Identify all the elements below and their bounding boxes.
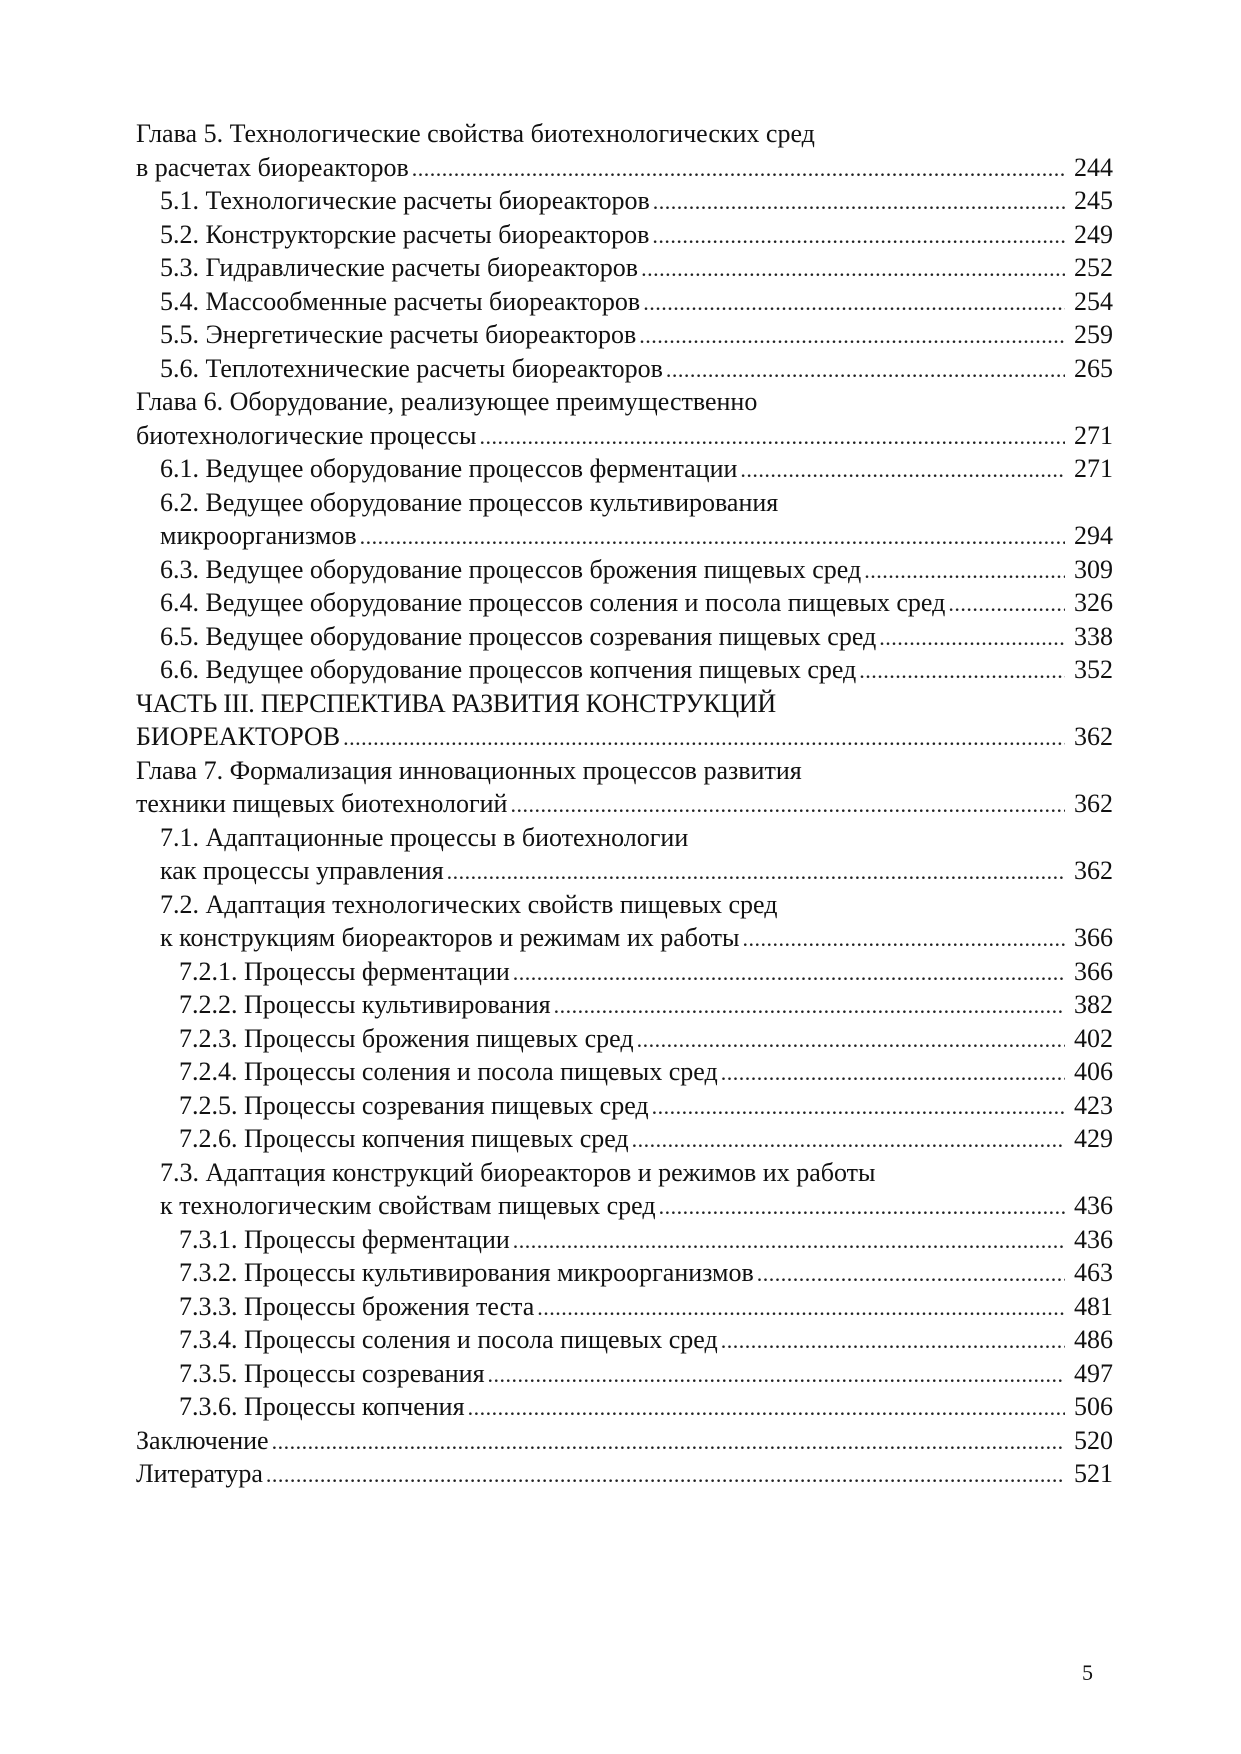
toc-chapter-heading bbox=[136, 754, 1113, 788]
toc-entry-text: 6.3. Ведущее оборудование процессов брожения пищевых сред bbox=[160, 554, 862, 584]
toc-page-number: 463 bbox=[1074, 1258, 1113, 1287]
toc-entry-text: 7.2. Адаптация технологических свойств пищевых сред bbox=[160, 889, 778, 919]
toc-page-number: 436 bbox=[1074, 1191, 1113, 1220]
toc-page-number: 254 bbox=[1074, 286, 1113, 316]
toc-entry-text: 5.4. Массообменные расчеты биореакторов bbox=[160, 286, 641, 316]
toc-entry-text: БИОРЕАКТОРОВ bbox=[136, 722, 341, 751]
toc-page-number: 352 bbox=[1074, 655, 1113, 684]
toc-entry bbox=[136, 1022, 1113, 1056]
toc-entry bbox=[136, 1223, 1113, 1257]
toc-entry-text: 7.2.4. Процессы соления и посола пищевых сред bbox=[179, 1057, 718, 1086]
dot-leader bbox=[879, 621, 1065, 655]
toc-entry bbox=[136, 955, 1113, 989]
toc-entry-text: 5.6. Теплотехнические расчеты биореакторов bbox=[160, 353, 663, 383]
toc-entry bbox=[136, 251, 1113, 285]
toc-entry bbox=[136, 653, 1113, 687]
toc-page-number: 497 bbox=[1074, 1358, 1113, 1388]
toc-entry bbox=[136, 586, 1113, 620]
dot-leader bbox=[488, 1358, 1065, 1392]
dot-leader bbox=[513, 1224, 1065, 1258]
toc-section-heading bbox=[136, 821, 1113, 855]
toc-page-number: 326 bbox=[1074, 588, 1113, 617]
toc-entry-text: 6.1. Ведущее оборудование процессов ферментации bbox=[160, 454, 738, 483]
dot-leader bbox=[659, 1190, 1065, 1224]
dot-leader bbox=[652, 1090, 1065, 1124]
toc-entry-text: 5.3. Гидравлические расчеты биореакторов bbox=[160, 253, 639, 282]
toc-entry bbox=[136, 1323, 1113, 1357]
toc-page-number: 406 bbox=[1074, 1057, 1113, 1086]
toc-entry-text: 6.4. Ведущее оборудование процессов соления и посола пищевых сред bbox=[160, 588, 946, 617]
toc-entry-text: 7.3.2. Процессы культивирования микроорганизмов bbox=[179, 1258, 754, 1287]
toc-entry-text: Заключение bbox=[136, 1425, 269, 1455]
dot-leader bbox=[632, 1123, 1065, 1157]
table-of-contents bbox=[136, 117, 1113, 1491]
toc-part-heading bbox=[136, 687, 1113, 721]
toc-entry bbox=[136, 921, 1113, 955]
dot-leader bbox=[272, 1425, 1065, 1459]
toc-entry bbox=[136, 285, 1113, 319]
toc-entry bbox=[136, 352, 1113, 386]
toc-page-number: 338 bbox=[1074, 621, 1113, 651]
toc-entry-text: микроорганизмов bbox=[160, 521, 357, 550]
toc-page-number: 265 bbox=[1074, 353, 1113, 383]
toc-page-number: 486 bbox=[1074, 1325, 1113, 1354]
toc-page-number: 294 bbox=[1074, 521, 1113, 550]
toc-entry-text: ЧАСТЬ III. ПЕРСПЕКТИВА РАЗВИТИЯ КОНСТРУКЦИЙ bbox=[136, 688, 776, 718]
dot-leader bbox=[643, 286, 1065, 320]
toc-page-number: 423 bbox=[1074, 1090, 1113, 1120]
toc-entry-text: Глава 6. Оборудование, реализующее преимущественно bbox=[136, 387, 758, 416]
dot-leader bbox=[721, 1324, 1065, 1358]
dot-leader bbox=[666, 353, 1065, 387]
toc-entry bbox=[136, 1256, 1113, 1290]
toc-entry-text: 6.2. Ведущее оборудование процессов культивирования bbox=[160, 487, 779, 517]
toc-entry-text: 5.5. Энергетические расчеты биореакторов bbox=[160, 320, 637, 349]
toc-page-number: 481 bbox=[1074, 1291, 1113, 1321]
toc-page-number: 362 bbox=[1074, 722, 1113, 751]
toc-page-number: 249 bbox=[1074, 219, 1113, 249]
dot-leader bbox=[641, 252, 1065, 286]
toc-page-number: 259 bbox=[1074, 320, 1113, 349]
toc-page-number: 429 bbox=[1074, 1124, 1113, 1153]
toc-entry bbox=[136, 1457, 1113, 1491]
toc-entry-text: к конструкциям биореакторов и режимам их работы bbox=[160, 923, 740, 952]
toc-entry bbox=[136, 1189, 1113, 1223]
toc-chapter-heading bbox=[136, 385, 1113, 419]
dot-leader bbox=[412, 152, 1065, 186]
toc-page-number: 520 bbox=[1074, 1425, 1113, 1455]
toc-entry-text: в расчетах биореакторов bbox=[136, 152, 409, 182]
toc-entry-text: 7.3.5. Процессы созревания bbox=[179, 1358, 485, 1388]
toc-page-number: 521 bbox=[1074, 1459, 1113, 1488]
dot-leader bbox=[721, 1056, 1065, 1090]
toc-section-heading bbox=[136, 486, 1113, 520]
dot-leader bbox=[447, 855, 1065, 889]
toc-entry bbox=[136, 1089, 1113, 1123]
toc-entry bbox=[136, 519, 1113, 553]
toc-section-heading bbox=[136, 1156, 1113, 1190]
toc-entry-text: к технологическим свойствам пищевых сред bbox=[160, 1191, 656, 1220]
dot-leader bbox=[639, 319, 1065, 353]
toc-entry-text: Глава 7. Формализация инновационных процессов развития bbox=[136, 755, 802, 785]
toc-entry bbox=[136, 1290, 1113, 1324]
dot-leader bbox=[637, 1023, 1065, 1057]
page-number: 5 bbox=[1082, 1660, 1093, 1685]
toc-entry-text: 7.3. Адаптация конструкций биореакторов и режимов их работы bbox=[160, 1157, 876, 1187]
toc-entry-text: 5.1. Технологические расчеты биореакторов bbox=[160, 186, 650, 215]
toc-entry bbox=[136, 988, 1113, 1022]
toc-entry-text: техники пищевых биотехнологий bbox=[136, 789, 508, 818]
toc-entry-text: 7.1. Адаптационные процессы в биотехнологии bbox=[160, 822, 689, 852]
toc-entry-text: 7.2.6. Процессы копчения пищевых сред bbox=[179, 1124, 629, 1153]
toc-page-number: 506 bbox=[1074, 1392, 1113, 1421]
toc-entry-text: 7.2.2. Процессы культивирования bbox=[179, 990, 551, 1019]
dot-leader bbox=[740, 453, 1065, 487]
toc-entry bbox=[136, 1390, 1113, 1424]
toc-entry bbox=[136, 1055, 1113, 1089]
toc-entry bbox=[136, 854, 1113, 888]
toc-entry-text: 7.2.5. Процессы созревания пищевых сред bbox=[179, 1090, 649, 1120]
toc-entry bbox=[136, 787, 1113, 821]
toc-entry-text: Глава 5. Технологические свойства биотехнологических сред bbox=[136, 119, 815, 148]
dot-leader bbox=[266, 1458, 1065, 1492]
toc-page-number: 382 bbox=[1074, 990, 1113, 1019]
toc-entry-text: 7.3.6. Процессы копчения bbox=[179, 1392, 465, 1421]
toc-entry-text: 7.3.1. Процессы ферментации bbox=[179, 1224, 510, 1254]
toc-entry-text: биотехнологические процессы bbox=[136, 420, 477, 450]
dot-leader bbox=[948, 587, 1065, 621]
toc-entry bbox=[136, 620, 1113, 654]
toc-page-number: 271 bbox=[1074, 420, 1113, 450]
toc-entry bbox=[136, 184, 1113, 218]
toc-entry bbox=[136, 452, 1113, 486]
toc-entry-text: как процессы управления bbox=[160, 856, 444, 885]
dot-leader bbox=[859, 654, 1065, 688]
toc-entry-text: 7.2.3. Процессы брожения пищевых сред bbox=[179, 1023, 634, 1053]
toc-entry bbox=[136, 318, 1113, 352]
dot-leader bbox=[653, 185, 1065, 219]
toc-entry bbox=[136, 553, 1113, 587]
toc-entry-text: 6.6. Ведущее оборудование процессов копчения пищевых сред bbox=[160, 655, 857, 684]
dot-leader bbox=[652, 219, 1065, 253]
toc-entry-text: 7.2.1. Процессы ферментации bbox=[179, 956, 510, 986]
dot-leader bbox=[343, 721, 1065, 755]
dot-leader bbox=[864, 554, 1065, 588]
dot-leader bbox=[743, 922, 1065, 956]
toc-chapter-heading bbox=[136, 117, 1113, 151]
toc-entry bbox=[136, 151, 1113, 185]
toc-page-number: 362 bbox=[1074, 789, 1113, 818]
dot-leader bbox=[510, 788, 1065, 822]
toc-page-number: 362 bbox=[1074, 856, 1113, 885]
toc-page-number: 244 bbox=[1074, 152, 1113, 182]
toc-page-number: 271 bbox=[1074, 454, 1113, 483]
toc-entry-text: 7.3.3. Процессы брожения теста bbox=[179, 1291, 535, 1321]
toc-entry-text: 7.3.4. Процессы соления и посола пищевых сред bbox=[179, 1325, 718, 1354]
toc-entry bbox=[136, 720, 1113, 754]
dot-leader bbox=[513, 956, 1065, 990]
dot-leader bbox=[468, 1391, 1065, 1425]
toc-page-number: 366 bbox=[1074, 923, 1113, 952]
toc-entry bbox=[136, 419, 1113, 453]
dot-leader bbox=[360, 520, 1065, 554]
toc-entry-text: Литература bbox=[136, 1459, 263, 1488]
toc-entry-text: 6.5. Ведущее оборудование процессов созревания пищевых сред bbox=[160, 621, 877, 651]
toc-page-number: 245 bbox=[1074, 186, 1113, 215]
dot-leader bbox=[554, 989, 1065, 1023]
toc-page-number: 309 bbox=[1074, 554, 1113, 584]
dot-leader bbox=[479, 420, 1065, 454]
toc-entry bbox=[136, 1357, 1113, 1391]
dot-leader bbox=[537, 1291, 1065, 1325]
toc-entry-text: 5.2. Конструкторские расчеты биореакторов bbox=[160, 219, 650, 249]
toc-page-number: 402 bbox=[1074, 1023, 1113, 1053]
toc-page-number: 366 bbox=[1074, 956, 1113, 986]
dot-leader bbox=[757, 1257, 1065, 1291]
toc-entry bbox=[136, 218, 1113, 252]
toc-page-number: 252 bbox=[1074, 253, 1113, 282]
toc-page-number: 436 bbox=[1074, 1224, 1113, 1254]
toc-entry bbox=[136, 1424, 1113, 1458]
toc-entry bbox=[136, 1122, 1113, 1156]
toc-section-heading bbox=[136, 888, 1113, 922]
